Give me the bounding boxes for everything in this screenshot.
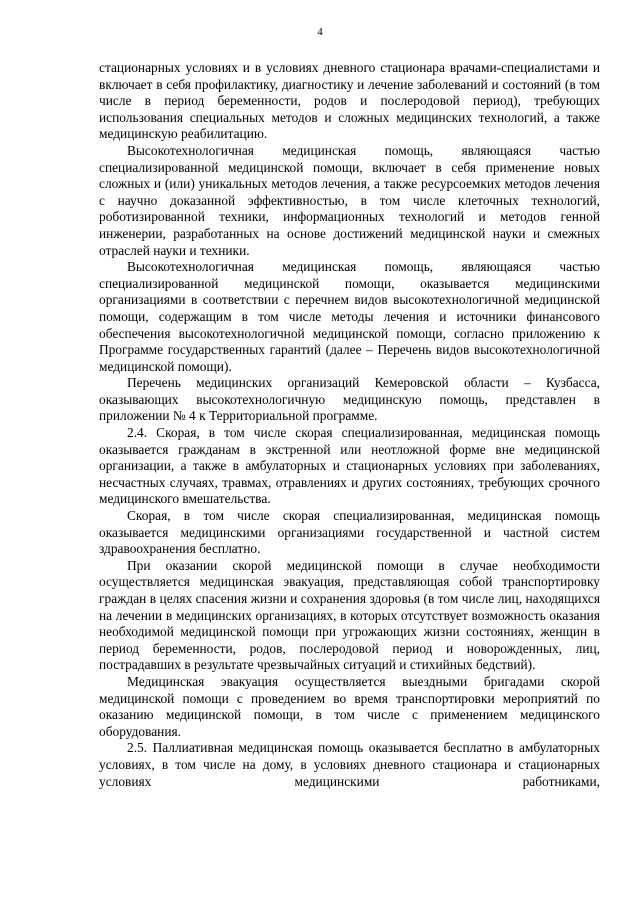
- paragraph: Высокотехнологичная медицинская помощь, являющаяся частью специализированной медицинской помощи, оказывается медицинскими организациями в соответствии с перечнем видов высокотехнологичной медицинской помощи, содержащим в том числе методы лечения и источники финансового обеспечения высокотехнологичной медицинской помощи, согласно приложению к Программе государственных гарантий (далее – Перечень видов высокотехнологичной медицинской помощи).: [99, 259, 600, 374]
- paragraph: Медицинская эвакуация осуществляется выездными бригадами скорой медицинской помощи с проведением во время транспортировки мероприятий по оказанию медицинской помощи, в том числе с применением медицинского оборудования.: [99, 673, 600, 739]
- paragraph: Перечень медицинских организаций Кемеровской области – Кузбасса, оказывающих высокотехнологичную медицинскую помощь, представлен в приложении № 4 к Территориальной программе.: [99, 375, 600, 424]
- paragraph: стационарных условиях и в условиях дневного стационара врачами-специалистами и включает в себя профилактику, диагностику и лечение заболеваний и состояний (в том числе в период беременности, родов и послеродовой период), требующих использования специальных методов и сложных медицинских технологий, а также медицинскую реабилитацию.: [99, 60, 600, 142]
- paragraph: При оказании скорой медицинской помощи в случае необходимости осуществляется медицинская эвакуация, представляющая собой транспортировку граждан в целях спасения жизни и сохранения здоровья (в том числе лиц, находящихся на лечении в медицинских организациях, в которых отсутствует возможность оказания необходимой медицинской помощи при угрожающих жизни состояниях, женщин в период беременности, родов, послеродовой период и новорожденных, лиц, пострадавших в результате чрезвычайных ситуаций и стихийных бедствий).: [99, 557, 600, 673]
- document-body: [99, 60, 600, 790]
- page-number: 4: [317, 26, 323, 38]
- paragraph: 2.5. Паллиативная медицинская помощь оказывается бесплатно в амбулаторных условиях, в том числе на дому, в условиях дневного стационара и стационарных условиях медицинскими работниками,: [99, 740, 600, 789]
- paragraph: 2.4. Скорая, в том числе скорая специализированная, медицинская помощь оказывается гражданам в экстренной или неотложной форме вне медицинской организации, а также в амбулаторных и стационарных условиях при заболеваниях, несчастных случаях, травмах, отравлениях и других состояниях, требующих срочного медицинского вмешательства.: [99, 425, 600, 507]
- paragraph: Высокотехнологичная медицинская помощь, являющаяся частью специализированной медицинской помощи, включает в себя применение новых сложных и (или) уникальных методов лечения, а также ресурсоемких методов лечения с научно доказанной эффективностью, в том числе клеточных технологий, роботизированной техники, информационных технологий и методов генной инженерии, разработанных на основе достижений медицинской науки и смежных отраслей науки и техники.: [99, 142, 600, 258]
- paragraph: Скорая, в том числе скорая специализированная, медицинская помощь оказывается медицинскими организациями государственной и частной систем здравоохранения бесплатно.: [99, 508, 600, 557]
